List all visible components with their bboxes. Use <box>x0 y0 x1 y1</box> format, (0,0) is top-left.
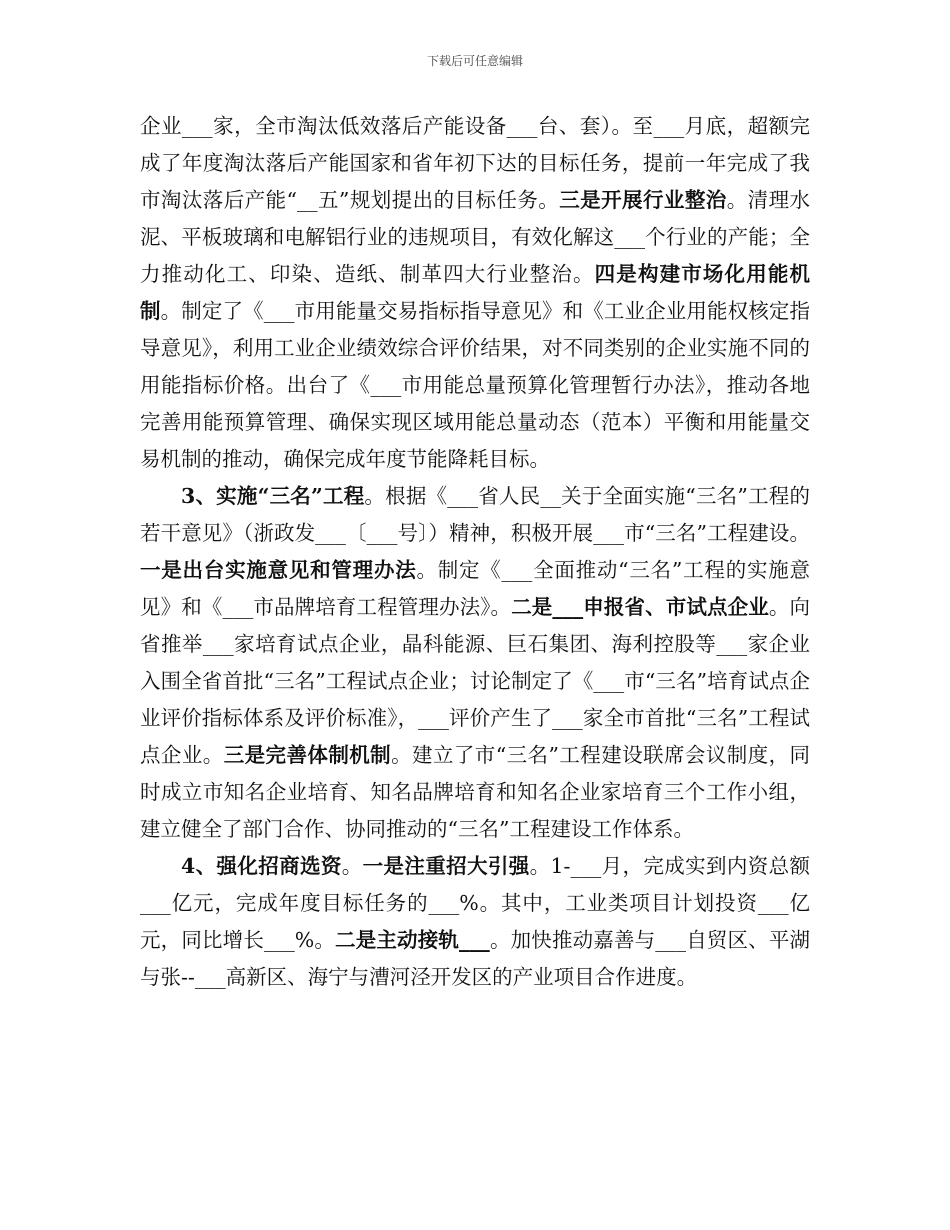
text-run: 。制定了《___市用能量交易指标指导意见》和《工业企业用能权核定指导意见》，利用工业企业绩效综合评价结果，对不同类别的企业实施不同的用能指标价格。出台了《___市用能总量预算化管理暂行办法》，推动各地完善用能预算管理、确保实现区域用能总量动态（范本）平衡和用能量交易机制的推动，确保完成年度节能降耗目标。 <box>140 299 811 471</box>
section-heading: 3、实施“三名”工程 <box>181 484 365 508</box>
bold-heading-run: 一是注重招大引强 <box>362 854 530 878</box>
text-run: 。制定《___全面推动“三名”工程的实施意见》和《___市品牌培育工程管理办法》。 <box>140 558 811 619</box>
section-heading: 4、强化招商选资 <box>181 854 342 878</box>
page-header: 下载后可任意编辑 <box>426 54 523 68</box>
text-run: 。建立了市“三名”工程建设联席会议制度，同时成立市知名企业培育、知名品牌培育和知名企业家培育三个工作小组，建立健全了部门合作、协同推动的“三名”工程建设工作体系。 <box>140 743 811 841</box>
text-run: 企业___家，全市淘汰低效落后产能设备___台、套）。至___月底，超额完成了年度淘汰落后产能国家和省年初下达的目标任务，提前一年完成了我市淘汰落后产能“__五”规划提出的目标任务。 <box>140 114 810 212</box>
text-run: 。向省推举___家培育试点企业，晶科能源、巨石集团、海利控股等___家企业入围全省首批“三名”工程试点企业；讨论制定了《___市“三名”培育试点企业评价指标体系及评价标准》，___评价产生了___家全市首批“三名”工程试点企业。 <box>140 595 811 767</box>
paragraph-investment-attraction <box>140 848 810 996</box>
bold-heading-run: 四是构建市场化用能机制 <box>140 262 811 323</box>
paragraph-three-names-project <box>140 478 810 848</box>
text-run: 。 <box>341 854 363 878</box>
text-run: 。加快推动嘉善与___自贸区、平湖与张--___高新区、海宁与漕河泾开发区的产业项目合作进度。 <box>140 928 811 989</box>
text-run: 。清理水泥、平板玻璃和电解铝行业的违规项目，有效化解这___个行业的产能；全力推动化工、印染、造纸、制革四大行业整治。 <box>140 188 811 286</box>
bold-heading-run: 三是完善体制机制 <box>223 743 392 767</box>
bold-heading-run: 一是出台实施意见和管理办法 <box>140 558 417 582</box>
bold-heading-run: 二是___申报省、市试点企业 <box>511 595 769 619</box>
bold-heading-run: 三是开展行业整治 <box>559 188 727 212</box>
text-run: 。根据《___省人民__关于全面实施“三名”工程的若干意见》（浙政发___〔___号〕）精神，积极开展___市“三名”工程建设。 <box>140 484 810 545</box>
bold-heading-run: 二是主动接轨___ <box>335 928 490 952</box>
document-body <box>140 108 810 996</box>
text-run: 。1-___月，完成实到内资总额___亿元，完成年度目标任务的___%。其中，工业类项目计划投资___亿元，同比增长___%。 <box>140 854 810 952</box>
paragraph-eliminate-capacity <box>140 108 810 478</box>
